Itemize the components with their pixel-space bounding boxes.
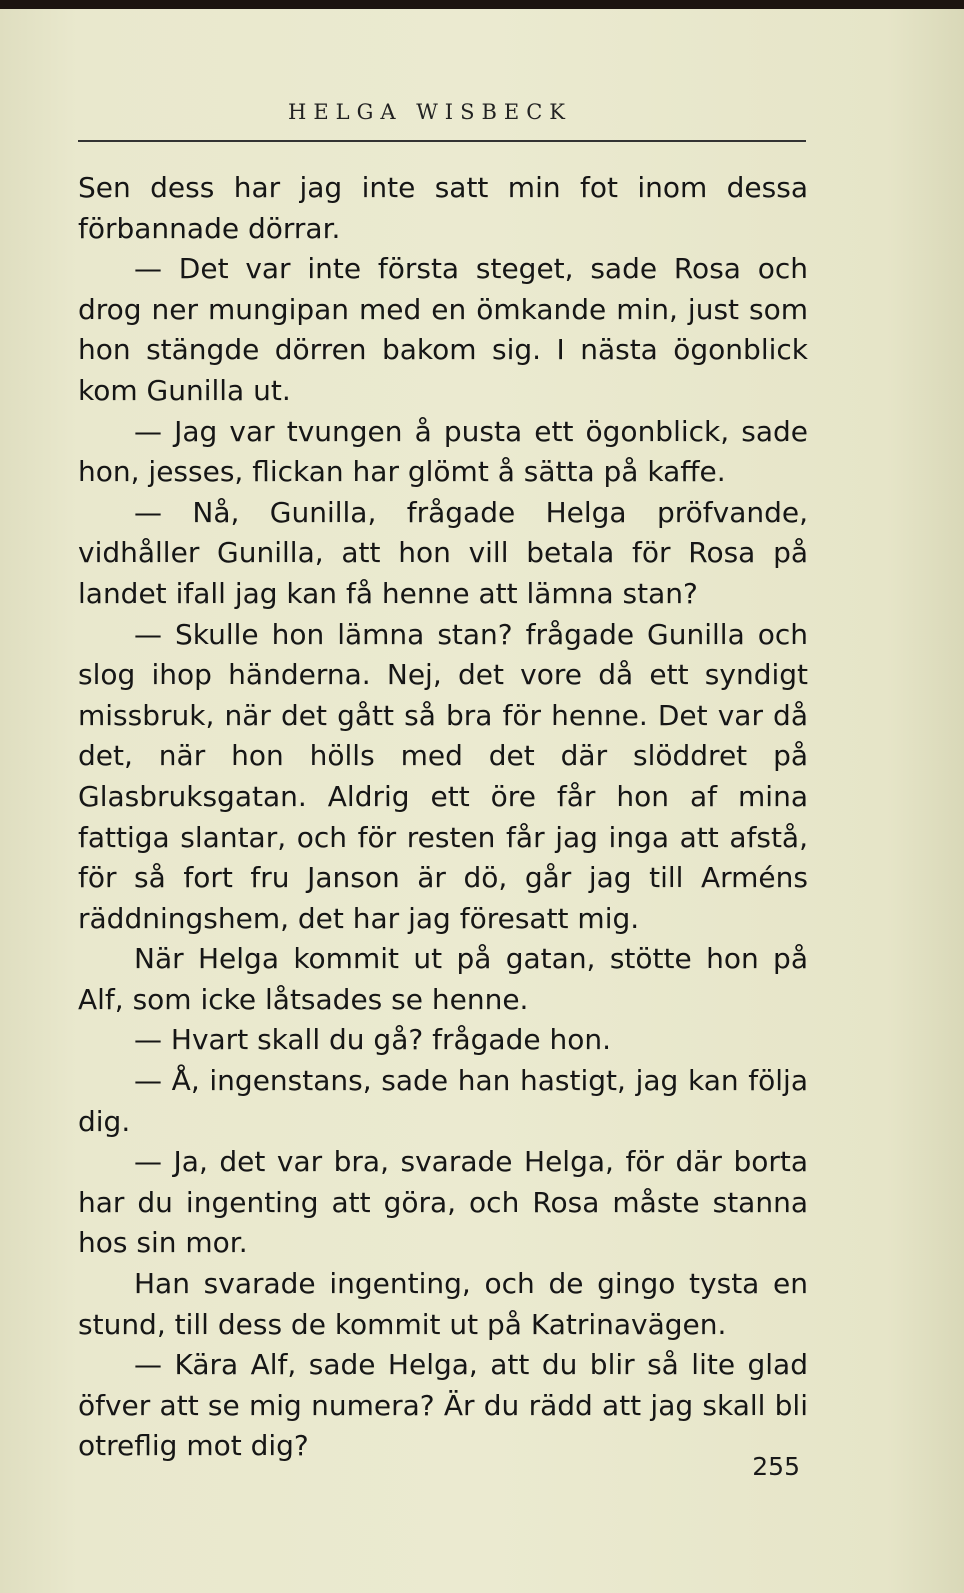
paragraph: Han svarade ingenting, och de gingo tysta en stund, till dess de kommit ut på Katrinavägen. (78, 1267, 808, 1341)
paragraph: — Nå, Gunilla, frågade Helga pröfvande, vidhåller Gunilla, att hon vill betala för Rosa på landet ifall jag kan få henne att lämna stan? (78, 495, 808, 610)
page-number: 255 (752, 1452, 800, 1481)
paragraph: — Jag var tvungen å pusta ett ögonblick, sade hon, jesses, flickan har glömt å sätta på kaffe. (78, 414, 808, 489)
header-rule (78, 140, 806, 142)
paragraph: — Hvart skall du gå? frågade hon. (134, 1023, 611, 1057)
body-text (78, 168, 808, 1467)
paragraph: — Å, ingenstans, sade han hastigt, jag kan följa dig. (78, 1064, 808, 1138)
page-top-edge (0, 0, 964, 9)
paragraph: När Helga kommit ut på gatan, stötte hon på Alf, som icke låtsades se henne. (78, 942, 808, 1016)
running-head: HELGA WISBECK (288, 100, 572, 124)
paragraph: Sen dess har jag inte satt min fot inom dessa förbannade dörrar. (78, 171, 808, 245)
paragraph: — Det var inte första steget, sade Rosa och drog ner mungipan med en ömkande min, just som hon stängde dörren bakom sig. I nästa ögonblick kom Gunilla ut. (78, 252, 808, 407)
paragraph: — Ja, det var bra, svarade Helga, för där borta har du ingenting att göra, och Rosa måste stanna hos sin mor. (78, 1145, 808, 1260)
paragraph: — Skulle hon lämna stan? frågade Gunilla och slog ihop händerna. Nej, det vore då ett syndigt missbruk, när det gått så bra för henne. Det var då det, när hon hölls med det där slöddret på Glasbruksgatan. Aldrig ett öre får hon af mina fattiga slantar, och för resten får jag inga att afstå, för så fort fru Janson är dö, går jag till Arméns räddningshem, det har jag föresatt mig. (78, 617, 808, 935)
paragraph: — Kära Alf, sade Helga, att du blir så lite glad öfver att se mig numera? Är du rädd att jag skall bli otreflig mot dig? (78, 1348, 808, 1463)
